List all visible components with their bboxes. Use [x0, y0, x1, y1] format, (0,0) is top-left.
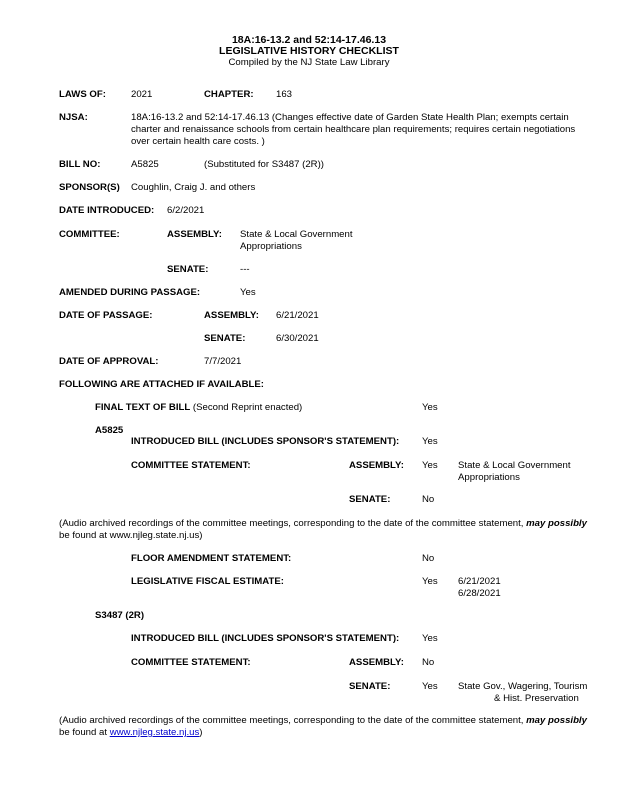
final-text-value: Yes — [422, 402, 438, 413]
njsa-line-3: over certain health care costs. ) — [131, 136, 265, 147]
s3487-assembly-label: ASSEMBLY: — [349, 657, 404, 668]
attached-heading: FOLLOWING ARE ATTACHED IF AVAILABLE: — [59, 379, 264, 390]
a5825-floor-label: FLOOR AMENDMENT STATEMENT: — [131, 553, 292, 564]
audio-note-2-line-1 — [59, 715, 587, 727]
a5825-senate-value: No — [422, 494, 435, 505]
amended-label: AMENDED DURING PASSAGE: — [59, 287, 201, 298]
audio-note-2-suffix: ) — [199, 727, 203, 738]
a5825-assembly-label: ASSEMBLY: — [349, 460, 404, 471]
a5825-assembly-committee-1: State & Local Government — [458, 460, 571, 471]
date-of-approval-value: 7/7/2021 — [204, 356, 242, 367]
audio-note-1-emphasis: may possibly — [526, 518, 587, 529]
njleg-link[interactable]: www.njleg.state.nj.us — [109, 727, 200, 738]
a5825-assembly-committee-2: Appropriations — [458, 472, 520, 483]
audio-note-2-emphasis: may possibly — [526, 715, 587, 726]
laws-of-label: LAWS OF: — [59, 89, 106, 100]
final-text-row — [95, 402, 302, 414]
audio-note-1-line-1 — [59, 518, 587, 530]
s3487-senate-label: SENATE: — [349, 681, 391, 692]
s3487-introduced-value: Yes — [422, 633, 438, 644]
s3487-assembly-value: No — [422, 657, 435, 668]
a5825-fiscal-date-1: 6/21/2021 — [458, 576, 501, 587]
a5825-introduced-label: INTRODUCED BILL (INCLUDES SPONSOR'S STATEMENT): — [131, 436, 400, 447]
a5825-fiscal-value: Yes — [422, 576, 438, 587]
committee-assembly-line-1: State & Local Government — [240, 229, 353, 240]
final-text-note: (Second Reprint enacted) — [192, 402, 303, 413]
a5825-floor-value: No — [422, 553, 435, 564]
date-introduced-value: 6/2/2021 — [167, 205, 205, 216]
s3487-committee-label: COMMITTEE STATEMENT: — [131, 657, 251, 668]
final-text-label: FINAL TEXT OF BILL — [95, 402, 191, 413]
bill-no-note: (Substituted for S3487 (2R)) — [204, 159, 324, 170]
audio-note-2-line-2 — [59, 727, 202, 739]
page-title: 18A:16-13.2 and 52:14-17.46.13 — [231, 34, 387, 46]
a5825-assembly-value: Yes — [422, 460, 438, 471]
a5825-committee-label: COMMITTEE STATEMENT: — [131, 460, 251, 471]
s3487-senate-committee-1: State Gov., Wagering, Tourism — [458, 681, 588, 692]
njsa-label: NJSA: — [59, 112, 88, 123]
passage-senate-value: 6/30/2021 — [276, 333, 319, 344]
sponsor-label: SPONSOR(S) — [59, 182, 120, 193]
audio-note-2-prefix: be found at — [59, 727, 110, 738]
a5825-heading: A5825 — [95, 425, 124, 436]
passage-senate-label: SENATE: — [204, 333, 246, 344]
njsa-line-1: 18A:16-13.2 and 52:14-17.46.13 (Changes effective date of Garden State Health Plan; exempts certain — [131, 112, 569, 123]
s3487-heading: S3487 (2R) — [95, 610, 145, 621]
date-of-approval-label: DATE OF APPROVAL: — [59, 356, 159, 367]
committee-label: COMMITTEE: — [59, 229, 120, 240]
s3487-introduced-label: INTRODUCED BILL (INCLUDES SPONSOR'S STATEMENT): — [131, 633, 400, 644]
s3487-senate-value: Yes — [422, 681, 438, 692]
date-of-passage-label: DATE OF PASSAGE: — [59, 310, 153, 321]
bill-no-value: A5825 — [131, 159, 159, 170]
a5825-fiscal-label: LEGISLATIVE FISCAL ESTIMATE: — [131, 576, 284, 587]
audio-note-2-text: (Audio archived recordings of the committee meetings, corresponding to the date of the committee statement, — [59, 715, 527, 726]
a5825-senate-label: SENATE: — [349, 494, 391, 505]
committee-assembly-label: ASSEMBLY: — [167, 229, 222, 240]
page-subtitle: LEGISLATIVE HISTORY CHECKLIST — [219, 45, 399, 57]
passage-assembly-label: ASSEMBLY: — [204, 310, 259, 321]
a5825-introduced-value: Yes — [422, 436, 438, 447]
compiled-by: Compiled by the NJ State Law Library — [228, 57, 390, 68]
chapter-label: CHAPTER: — [204, 89, 254, 100]
passage-assembly-value: 6/21/2021 — [276, 310, 319, 321]
date-introduced-label: DATE INTRODUCED: — [59, 205, 155, 216]
audio-note-1-text: (Audio archived recordings of the committee meetings, corresponding to the date of the committee statement, — [59, 518, 527, 529]
laws-of-value: 2021 — [131, 89, 153, 100]
chapter-value: 163 — [276, 89, 293, 100]
committee-senate-label: SENATE: — [167, 264, 209, 275]
committee-senate-value: --- — [240, 264, 250, 275]
bill-no-label: BILL NO: — [59, 159, 101, 170]
committee-assembly-line-2: Appropriations — [240, 241, 302, 252]
sponsor-value: Coughlin, Craig J. and others — [131, 182, 256, 193]
audio-note-1-line-2: be found at www.njleg.state.nj.us) — [59, 530, 203, 541]
a5825-fiscal-date-2: 6/28/2021 — [458, 588, 501, 599]
amended-value: Yes — [240, 287, 256, 298]
njsa-line-2: charter and renaissance schools from certain healthcare plan requirements; requires certain negotiations — [131, 124, 576, 135]
s3487-senate-committee-2: & Hist. Preservation — [494, 693, 579, 704]
